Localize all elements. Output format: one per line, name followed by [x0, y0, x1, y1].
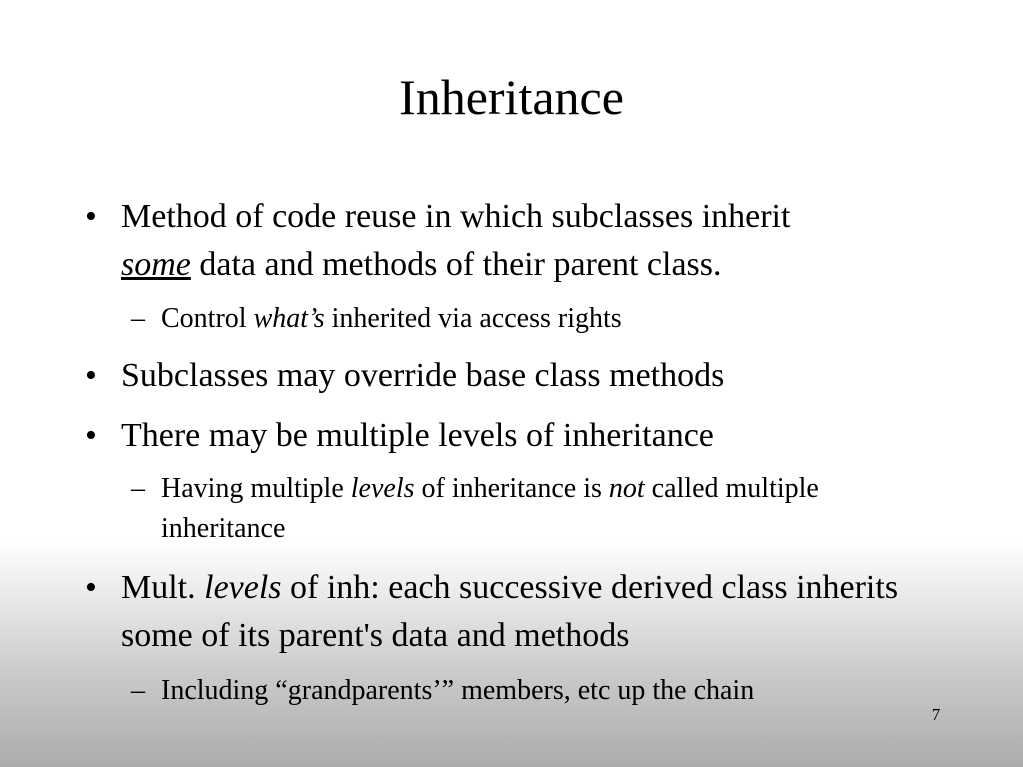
bullet-text: There may be multiple levels of inheritance	[121, 417, 714, 454]
bullet-code-reuse	[85, 193, 951, 289]
emphasis-whats: what’s	[253, 303, 325, 334]
subbullet-access-rights	[131, 299, 901, 339]
bullet-text-line1: Method of code reuse in which subclasses inherit	[121, 198, 791, 235]
bullet-text: Subclasses may override base class methods	[121, 357, 725, 394]
subbullet-text-post: inherited via access rights	[324, 303, 622, 334]
bullet-marker: •	[85, 569, 97, 606]
page-number: 7	[931, 705, 941, 724]
bullet-marker: •	[85, 357, 97, 394]
subbullet-marker: –	[131, 473, 145, 504]
subbullet-marker: –	[131, 675, 145, 706]
subbullet-text-pre: Having multiple	[161, 473, 351, 504]
subbullet-text: Including “grandparents’” members, etc up the chain	[161, 675, 755, 706]
bullet-text-line2: data and methods of their parent class.	[190, 246, 722, 283]
bullet-mult-levels	[85, 564, 951, 660]
bullet-text-pre: Mult.	[121, 569, 205, 606]
emphasis-levels: levels	[204, 569, 282, 606]
subbullet-marker: –	[131, 303, 145, 334]
bullet-marker: •	[85, 198, 97, 235]
emphasis-some: some	[121, 246, 191, 283]
bullet-override	[85, 352, 951, 400]
emphasis-levels: levels	[350, 473, 415, 504]
subbullet-not-multiple-inheritance	[131, 469, 901, 549]
slide-title: Inheritance	[399, 69, 624, 125]
bullet-marker: •	[85, 417, 97, 454]
subbullet-text-pre: Control	[161, 303, 254, 334]
bullet-text-post: of inh: each successive derived class inherits some of its parent's data and methods	[121, 569, 899, 654]
emphasis-not: not	[608, 473, 645, 504]
bullet-multiple-levels	[85, 412, 951, 460]
subbullet-text-post: called multiple inheritance	[161, 473, 819, 544]
subbullet-text-mid: of inheritance is	[414, 473, 609, 504]
subbullet-grandparents	[131, 671, 901, 711]
